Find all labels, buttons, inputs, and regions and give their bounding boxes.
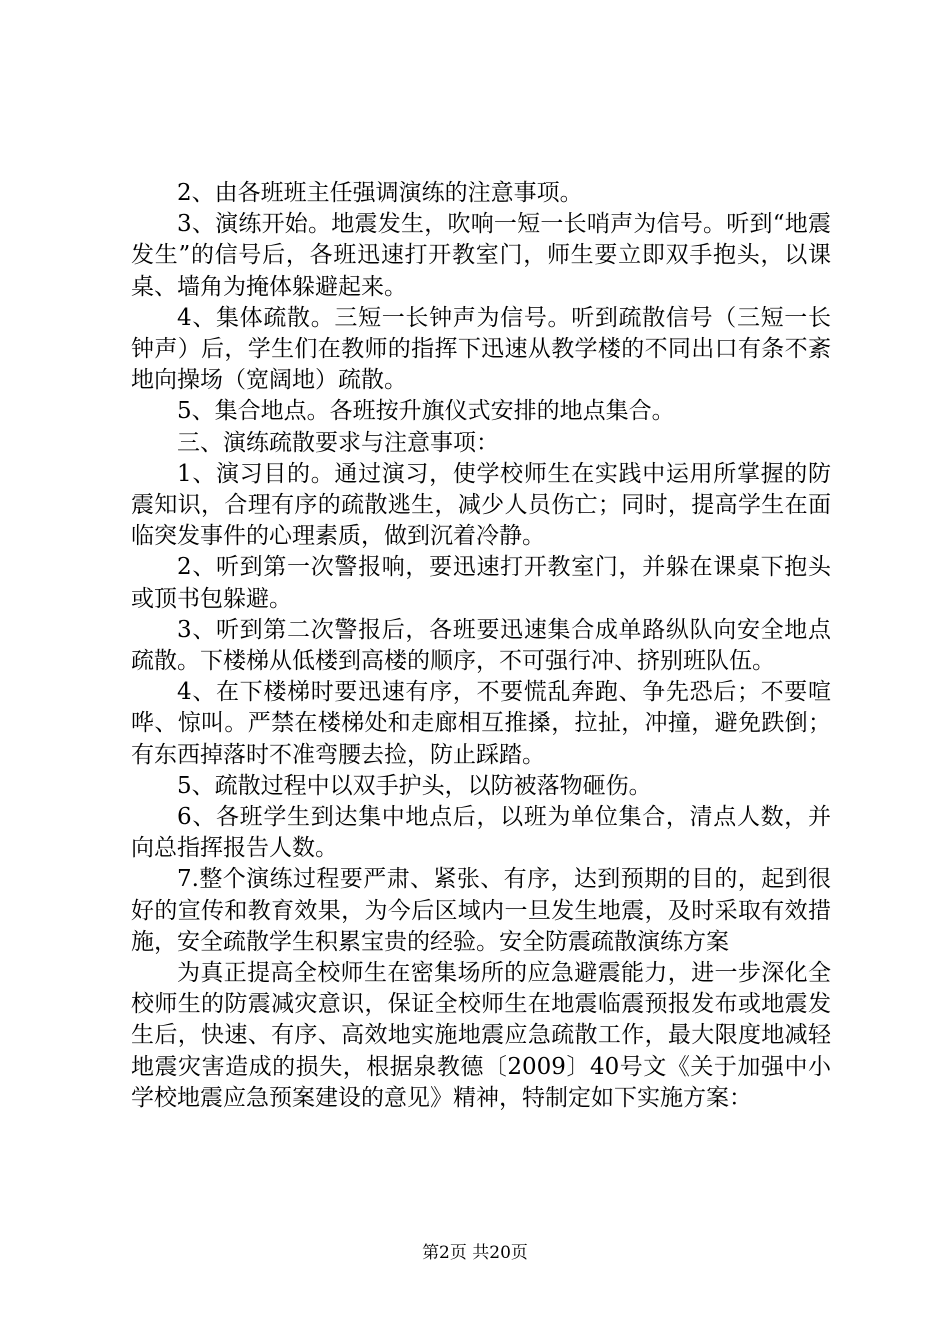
paragraph: 6、各班学生到达集中地点后，以班为单位集合，清点人数，并向总指挥报告人数。 <box>131 804 831 862</box>
paragraph: 5、集合地点。各班按升旗仪式安排的地点集合。 <box>177 398 675 425</box>
paragraph: 3、演练开始。地震发生，吹响一短一长哨声为信号。听到“地震发生”的信号后，各班迅速打开教室门，师生要立即双手抱头，以课桌、墙角为掩体躲避起来。 <box>131 211 831 300</box>
document-body <box>131 178 831 1114</box>
paragraph: 2、听到第一次警报响，要迅速打开教室门，并躲在课桌下抱头或顶书包躲避。 <box>131 554 831 612</box>
paragraph: 为真正提高全校师生在密集场所的应急避震能力，进一步深化全校师生的防震减灾意识，保证全校师生在地震临震预报发布或地震发生后，快速、有序、高效地实施地震应急疏散工作，最大限度地减轻地震灾害造成的损失，根据泉教德〔2009〕40号文《关于加强中小学校地震应急预案建设的意见》精神，特制定如下实施方案： <box>131 960 831 1111</box>
paragraph: 4、集体疏散。三短一长钟声为信号。听到疏散信号（三短一长钟声）后，学生们在教师的指挥下迅速从教学楼的不同出口有条不紊地向操场（宽阔地）疏散。 <box>131 304 831 394</box>
paragraph: 4、在下楼梯时要迅速有序，不要慌乱奔跑、争先恐后；不要喧哗、惊叫。严禁在楼梯处和走廊相互推搡，拉扯，冲撞，避免跌倒；有东西掉落时不准弯腰去捡，防止踩踏。 <box>131 679 831 768</box>
section-heading: 三、演练疏散要求与注意事项： <box>177 429 499 456</box>
paragraph: 2、由各班班主任强调演练的注意事项。 <box>177 180 583 206</box>
paragraph: 7.整个演练过程要严肃、紧张、有序，达到预期的目的，起到很好的宣传和教育效果，为今后区域内一旦发生地震，及时采取有效措施，安全疏散学生积累宝贵的经验。安全防震疏散演练方案 <box>131 866 831 955</box>
page-number-footer: 第2页 共20页 <box>422 1243 528 1263</box>
paragraph: 5、疏散过程中以双手护头，以防被落物砸伤。 <box>177 772 652 799</box>
paragraph: 1、演习目的。通过演习，使学校师生在实践中运用所掌握的防震知识，合理有序的疏散逃生，减少人员伤亡；同时，提高学生在面临突发事件的心理素质，做到沉着冷静。 <box>131 460 831 550</box>
paragraph: 3、听到第二次警报后，各班要迅速集合成单路纵队向安全地点疏散。下楼梯从低楼到高楼的顺序，不可强行冲、挤别班队伍。 <box>131 616 831 675</box>
